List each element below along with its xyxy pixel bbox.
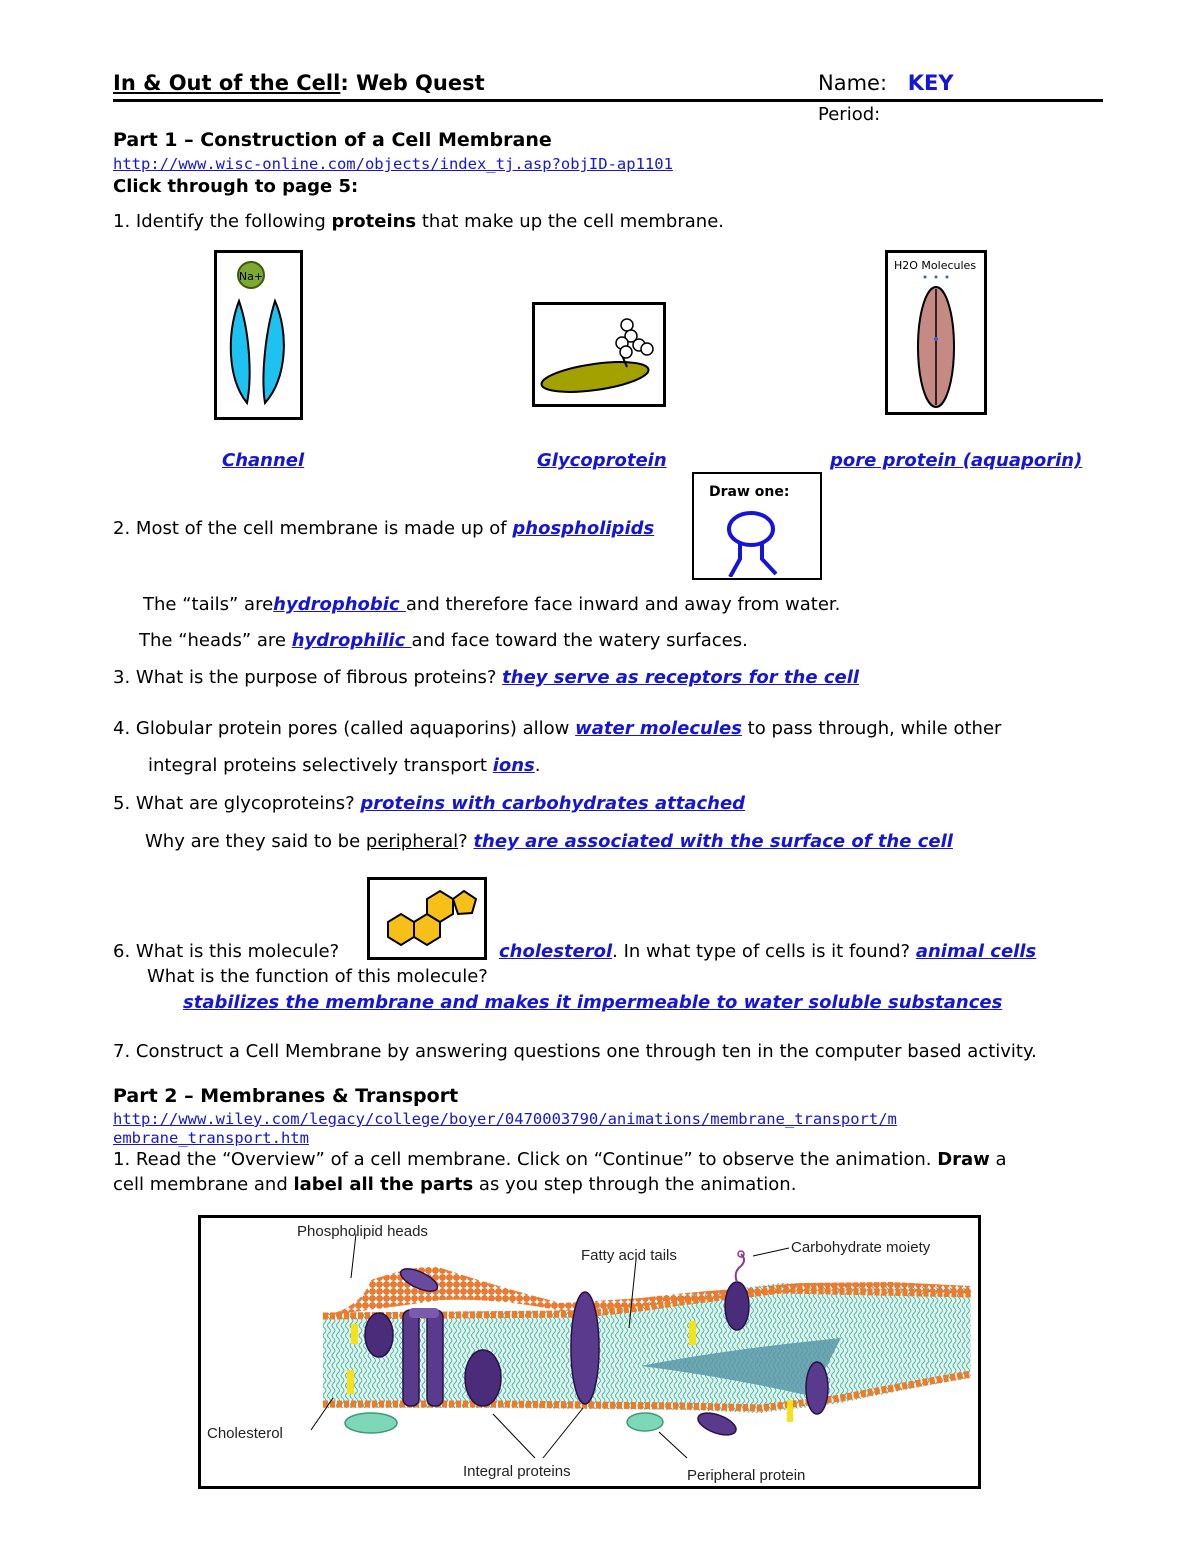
q6-sub: What is the function of this molecule? [147, 966, 488, 987]
draw-phospholipid-box [692, 472, 822, 580]
channel-left-half [231, 301, 250, 403]
q3 [113, 667, 859, 688]
label-carbohydrate-moiety: Carbohydrate moiety [791, 1239, 931, 1256]
cell-membrane-illustration [201, 1218, 978, 1486]
part2-q1-line2-text: cell membrane and [113, 1174, 294, 1195]
part2-heading: Part 2 – Membranes & Transport [113, 1085, 459, 1107]
ion-label: Na+ [238, 270, 264, 283]
glycoprotein-image [532, 302, 666, 407]
q1-bold: proteins [331, 211, 417, 232]
h2o-label: H2O Molecules [894, 259, 977, 272]
part2-url-line1[interactable]: http://www.wiley.com/legacy/college/boyer/0470003790/animations/membrane_transport/m [113, 1110, 897, 1128]
q6-text: What is this molecule? [135, 941, 340, 962]
part2-q1-draw: Draw [937, 1149, 990, 1170]
heads-text: The “heads” are [139, 630, 292, 651]
answer-pore-protein: pore protein (aquaporin) [830, 450, 1083, 471]
channel-protein-icon [217, 253, 300, 417]
q5-sub-end: ? [458, 831, 474, 852]
part1-instruction: Click through to page 5: [113, 176, 359, 197]
title-rest: : Web Quest [340, 71, 485, 95]
label-integral-proteins: Integral proteins [463, 1463, 571, 1480]
channel-protein-image [214, 250, 303, 420]
part2-q1-text: Read the “Overview” of a cell membrane. Click on “Continue” to observe the animation. [135, 1149, 938, 1170]
channel-right-half [263, 301, 283, 403]
tails-line [143, 594, 840, 615]
q4-line2-text: integral proteins selectively transport [148, 755, 493, 776]
part2-q1-a: a [989, 1149, 1007, 1170]
membrane-diagram [198, 1215, 981, 1489]
q5-text: What are glycoproteins? [135, 793, 361, 814]
part2-url-line2[interactable]: embrane_transport.htm [113, 1129, 309, 1147]
answer-phospholipids: phospholipids [512, 518, 655, 539]
tails-text: The “tails” are [143, 594, 274, 615]
q4-text: Globular protein pores (called aquaporins) allow [135, 718, 576, 739]
answer-glycoprotein: Glycoprotein [537, 450, 667, 471]
q7 [113, 1041, 1037, 1062]
heads-line [139, 630, 748, 651]
part2-q1 [113, 1149, 1007, 1170]
answer-cholesterol: cholesterol [499, 941, 613, 962]
q5-peripheral: peripheral [365, 831, 459, 852]
answer-fibrous: they serve as receptors for the cell [502, 667, 860, 688]
cholesterol-molecule-icon [370, 880, 484, 957]
q4-text-mid: to pass through, while other [741, 718, 1002, 739]
answer-channel: Channel [222, 450, 305, 471]
q1-text-end: that make up the cell membrane. [416, 211, 724, 232]
q2 [113, 518, 654, 539]
pore-protein-image [885, 250, 987, 415]
worksheet-title [113, 71, 485, 95]
heads-text-end: and face toward the watery surfaces. [411, 630, 748, 651]
q1 [113, 211, 724, 232]
q4 [113, 718, 1001, 739]
q7-text: Construct a Cell Membrane by answering questions one through ten in the computer based activity. [135, 1041, 1037, 1062]
part2-q1-line2 [113, 1174, 796, 1195]
glyco-protein-body [540, 357, 651, 398]
name-field [818, 71, 954, 95]
answer-water-molecules: water molecules [575, 718, 742, 739]
q5 [113, 793, 745, 814]
q5-sub [145, 831, 953, 852]
q4-number: 4. [113, 718, 131, 739]
label-peripheral-protein: Peripheral protein [687, 1467, 806, 1484]
q5-number: 5. [113, 793, 131, 814]
q4-line2-end: . [534, 755, 541, 776]
q7-number: 7. [113, 1041, 131, 1062]
q2-text: Most of the cell membrane is made up of [135, 518, 513, 539]
cholesterol-image [367, 877, 487, 960]
draw-one-label: Draw one: [709, 484, 790, 500]
q1-number: 1. [113, 211, 131, 232]
answer-hydrophilic: hydrophilic [291, 630, 412, 651]
name-value: KEY [907, 71, 954, 95]
part1-heading: Part 1 – Construction of a Cell Membrane [113, 129, 552, 151]
label-fatty-acid-tails: Fatty acid tails [581, 1247, 677, 1264]
label-phospholipid-heads: Phospholipid heads [297, 1223, 428, 1240]
title-main: In & Out of the Cell [113, 71, 341, 95]
answer-cholesterol-function: stabilizes the membrane and makes it impermeable to water soluble substances [183, 992, 1003, 1013]
glycoprotein-icon [535, 305, 663, 404]
q6-text-mid: . In what type of cells is it found? [612, 941, 916, 962]
q6 [113, 941, 339, 962]
pore-protein-icon [888, 253, 984, 412]
answer-glycoproteins: proteins with carbohydrates attached [360, 793, 746, 814]
part1-url[interactable]: http://www.wisc-online.com/objects/index_tj.asp?objID-ap1101 [113, 155, 673, 173]
q6-answers [499, 941, 1036, 962]
q6-number: 6. [113, 941, 131, 962]
header-rule [113, 99, 1103, 102]
q3-text: What is the purpose of fibrous proteins? [135, 667, 503, 688]
answer-peripheral: they are associated with the surface of the cell [473, 831, 953, 852]
q2-number: 2. [113, 518, 131, 539]
answer-animal-cells: animal cells [915, 941, 1037, 962]
tails-text-end: and therefore face inward and away from water. [405, 594, 841, 615]
name-label: Name: [818, 71, 888, 95]
q5-sub-text: Why are they said to be [145, 831, 366, 852]
label-cholesterol: Cholesterol [207, 1425, 283, 1442]
part2-q1-line2-end: as you step through the animation. [473, 1174, 797, 1195]
answer-hydrophobic: hydrophobic [273, 594, 406, 615]
part2-q1-label-parts: label all the parts [293, 1174, 474, 1195]
q4-line2 [148, 755, 541, 776]
q1-text: Identify the following [135, 211, 332, 232]
period-label: Period: [818, 104, 881, 125]
answer-ions: ions [492, 755, 535, 776]
q3-number: 3. [113, 667, 131, 688]
part2-q1-number: 1. [113, 1149, 131, 1170]
